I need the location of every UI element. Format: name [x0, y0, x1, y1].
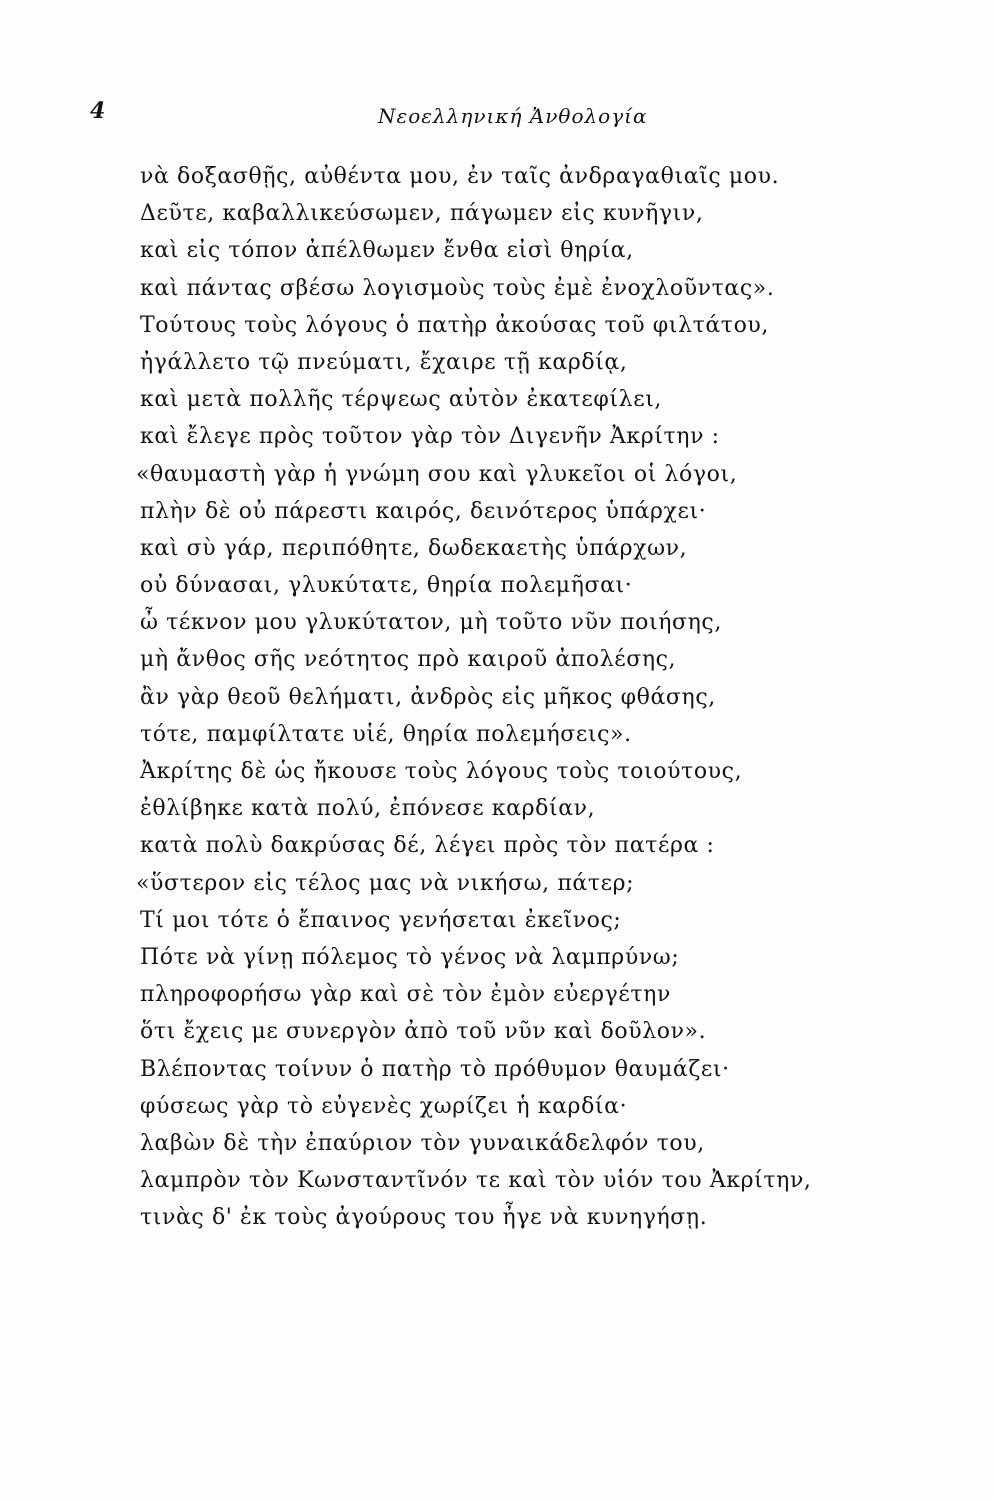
- verse-line: ἐθλίβηκε κατὰ πολύ, ἐπόνεσε καρδίαν,: [140, 796, 596, 822]
- verse-line: ὦ τέκνον μου γλυκύτατον, μὴ τοῦτο νῦν ποιήσης,: [140, 610, 722, 636]
- verse-line: κατὰ πολὺ δακρύσας δέ, λέγει πρὸς τὸν πατέρα :: [140, 833, 715, 859]
- verse-line: καὶ ἔλεγε πρὸς τοῦτον γὰρ τὸν Διγενῆν Ἀκρίτην :: [140, 424, 720, 450]
- verse-line: καὶ εἰς τόπον ἀπέλθωμεν ἔνθα εἰσὶ θηρία,: [140, 238, 634, 264]
- verse-line: ἠγάλλετο τῷ πνεύματι, ἔχαιρε τῇ καρδίᾳ,: [140, 349, 628, 375]
- verse-line: φύσεως γὰρ τὸ εὐγενὲς χωρίζει ἡ καρδία·: [140, 1093, 628, 1119]
- verse-line: μὴ ἄνθος σῆς νεότητος πρὸ καιροῦ ἀπολέσης,: [140, 647, 677, 673]
- verse-line: ἂν γὰρ θεοῦ θελήματι, ἀνδρὸς εἰς μῆκος φθάσης,: [140, 684, 716, 710]
- verse-line: λαβὼν δὲ τὴν ἐπαύριον τὸν γυναικάδελφόν του,: [140, 1130, 705, 1156]
- verse-line: καὶ πάντας σβέσω λογισμοὺς τοὺς ἐμὲ ἐνοχλοῦντας».: [140, 275, 775, 301]
- verse-line: πλὴν δὲ οὐ πάρεστι καιρός, δεινότερος ὑπάρχει·: [140, 498, 707, 524]
- verse-line: καὶ σὺ γάρ, περιπόθητε, δωδεκαετὴς ὑπάρχων,: [140, 535, 688, 561]
- verse-line: καὶ μετὰ πολλῆς τέρψεως αὐτὸν ἐκατεφίλει,: [140, 387, 663, 413]
- verse-line: τινὰς δ' ἐκ τοὺς ἀγούρους του ἦγε νὰ κυνηγήσῃ.: [140, 1205, 708, 1231]
- page-number: 4: [90, 98, 106, 124]
- verse-line: νὰ δοξασθῇς, αὐθέντα μου, ἐν ταῖς ἀνδραγαθιαῖς μου.: [140, 164, 780, 189]
- verse-line: Δεῦτε, καβαλλικεύσωμεν, πάγωμεν εἰς κυνῆγιν,: [140, 201, 704, 227]
- verse-line: τότε, παμφίλτατε υἱέ, θηρία πολεμήσεις».: [140, 721, 632, 747]
- verse-line: λαμπρὸν τὸν Κωνσταντῖνόν τε καὶ τὸν υἱόν του Ἀκρίτην,: [140, 1168, 812, 1194]
- verse-line: ὅτι ἔχεις με συνεργὸν ἀπὸ τοῦ νῦν καὶ δοῦλον».: [140, 1019, 707, 1045]
- verse-line: οὐ δύνασαι, γλυκύτατε, θηρία πολεμῆσαι·: [140, 573, 633, 599]
- verse-line: Βλέποντας τοίνυν ὁ πατὴρ τὸ πρόθυμον θαυμάζει·: [140, 1056, 730, 1082]
- page-header: [90, 98, 730, 138]
- verse-line: Ἀκρίτης δὲ ὡς ἤκουσε τοὺς λόγους τοὺς τοιούτους,: [140, 759, 743, 784]
- verse-line: Πότε νὰ γίνῃ πόλεμος τὸ γένος νὰ λαμπρύνω;: [140, 944, 680, 970]
- verse-line: «ὕστερον εἰς τέλος μας νὰ νικήσω, πάτερ;: [136, 870, 635, 896]
- verse-line: Τούτους τοὺς λόγους ὁ πατὴρ ἀκούσας τοῦ φιλτάτου,: [140, 312, 769, 338]
- poem-text: [136, 158, 870, 1236]
- verse-line: πληροφορήσω γὰρ καὶ σὲ τὸν ἐμὸν εὐεργέτην: [140, 982, 671, 1008]
- verse-line: «θαυμαστὴ γὰρ ἡ γνώμη σου καὶ γλυκεῖοι οἱ λόγοι,: [136, 461, 738, 487]
- running-head: Νεοελληνική Ἀνθολογία: [378, 104, 648, 128]
- verse-line: Τί μοι τότε ὁ ἔπαινος γενήσεται ἐκεῖνος;: [140, 907, 622, 933]
